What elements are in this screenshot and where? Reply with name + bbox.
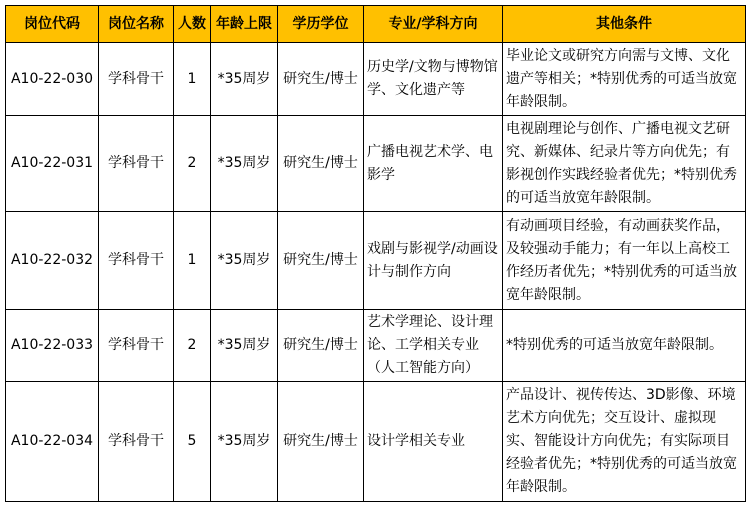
age-limit-cell: *35周岁 — [211, 212, 278, 310]
position-name-cell: 学科骨干 — [99, 382, 174, 502]
position-code-cell: A10-22-030 — [6, 43, 99, 116]
header-age-limit: 年龄上限 — [211, 6, 278, 43]
age-limit-cell: *35周岁 — [211, 43, 278, 116]
degree-cell: 研究生/博士 — [278, 43, 364, 116]
position-name-cell: 学科骨干 — [99, 116, 174, 212]
conditions-cell: 有动画项目经验，有动画获奖作品，及较强动手能力；有一年以上高校工作经历者优先；*特别优秀的可适当放宽年龄限制。 — [503, 212, 746, 310]
table-row — [6, 212, 746, 310]
header-degree: 学历学位 — [278, 6, 364, 43]
conditions-cell: 电视剧理论与创作、广播电视文艺研究、新媒体、纪录片等方向优先；有影视创作实践经验者优先；*特别优秀的可适当放宽年龄限制。 — [503, 116, 746, 212]
headcount-cell: 2 — [174, 116, 211, 212]
header-headcount: 人数 — [174, 6, 211, 43]
position-code-cell: A10-22-032 — [6, 212, 99, 310]
degree-cell: 研究生/博士 — [278, 116, 364, 212]
major-cell: 设计学相关专业 — [364, 382, 503, 502]
headcount-cell: 2 — [174, 310, 211, 382]
degree-cell: 研究生/博士 — [278, 310, 364, 382]
headcount-cell: 5 — [174, 382, 211, 502]
position-name-cell: 学科骨干 — [99, 310, 174, 382]
headcount-cell: 1 — [174, 212, 211, 310]
position-code-cell: A10-22-033 — [6, 310, 99, 382]
conditions-cell: 毕业论文或研究方向需与文博、文化遗产等相关；*特别优秀的可适当放宽年龄限制。 — [503, 43, 746, 116]
major-cell: 历史学/文物与博物馆学、文化遗产等 — [364, 43, 503, 116]
table-row — [6, 43, 746, 116]
conditions-cell: *特别优秀的可适当放宽年龄限制。 — [503, 310, 746, 382]
degree-cell: 研究生/博士 — [278, 382, 364, 502]
header-position-code: 岗位代码 — [6, 6, 99, 43]
age-limit-cell: *35周岁 — [211, 382, 278, 502]
header-position-name: 岗位名称 — [99, 6, 174, 43]
conditions-cell: 产品设计、视传传达、3D影像、环境艺术方向优先；交互设计、虚拟现实、智能设计方向优先；有实际项目经验者优先；*特别优秀的可适当放宽年龄限制。 — [503, 382, 746, 502]
position-name-cell: 学科骨干 — [99, 43, 174, 116]
major-cell: 艺术学理论、设计理论、工学相关专业（人工智能方向） — [364, 310, 503, 382]
header-other-conditions: 其他条件 — [503, 6, 746, 43]
header-row — [6, 6, 746, 43]
position-code-cell: A10-22-034 — [6, 382, 99, 502]
age-limit-cell: *35周岁 — [211, 116, 278, 212]
position-code-cell: A10-22-031 — [6, 116, 99, 212]
table-row — [6, 310, 746, 382]
age-limit-cell: *35周岁 — [211, 310, 278, 382]
headcount-cell: 1 — [174, 43, 211, 116]
table-row — [6, 382, 746, 502]
major-cell: 戏剧与影视学/动画设计与制作方向 — [364, 212, 503, 310]
major-cell: 广播电视艺术学、电影学 — [364, 116, 503, 212]
recruitment-table — [5, 5, 746, 502]
position-name-cell: 学科骨干 — [99, 212, 174, 310]
degree-cell: 研究生/博士 — [278, 212, 364, 310]
header-major: 专业/学科方向 — [364, 6, 503, 43]
table-row — [6, 116, 746, 212]
